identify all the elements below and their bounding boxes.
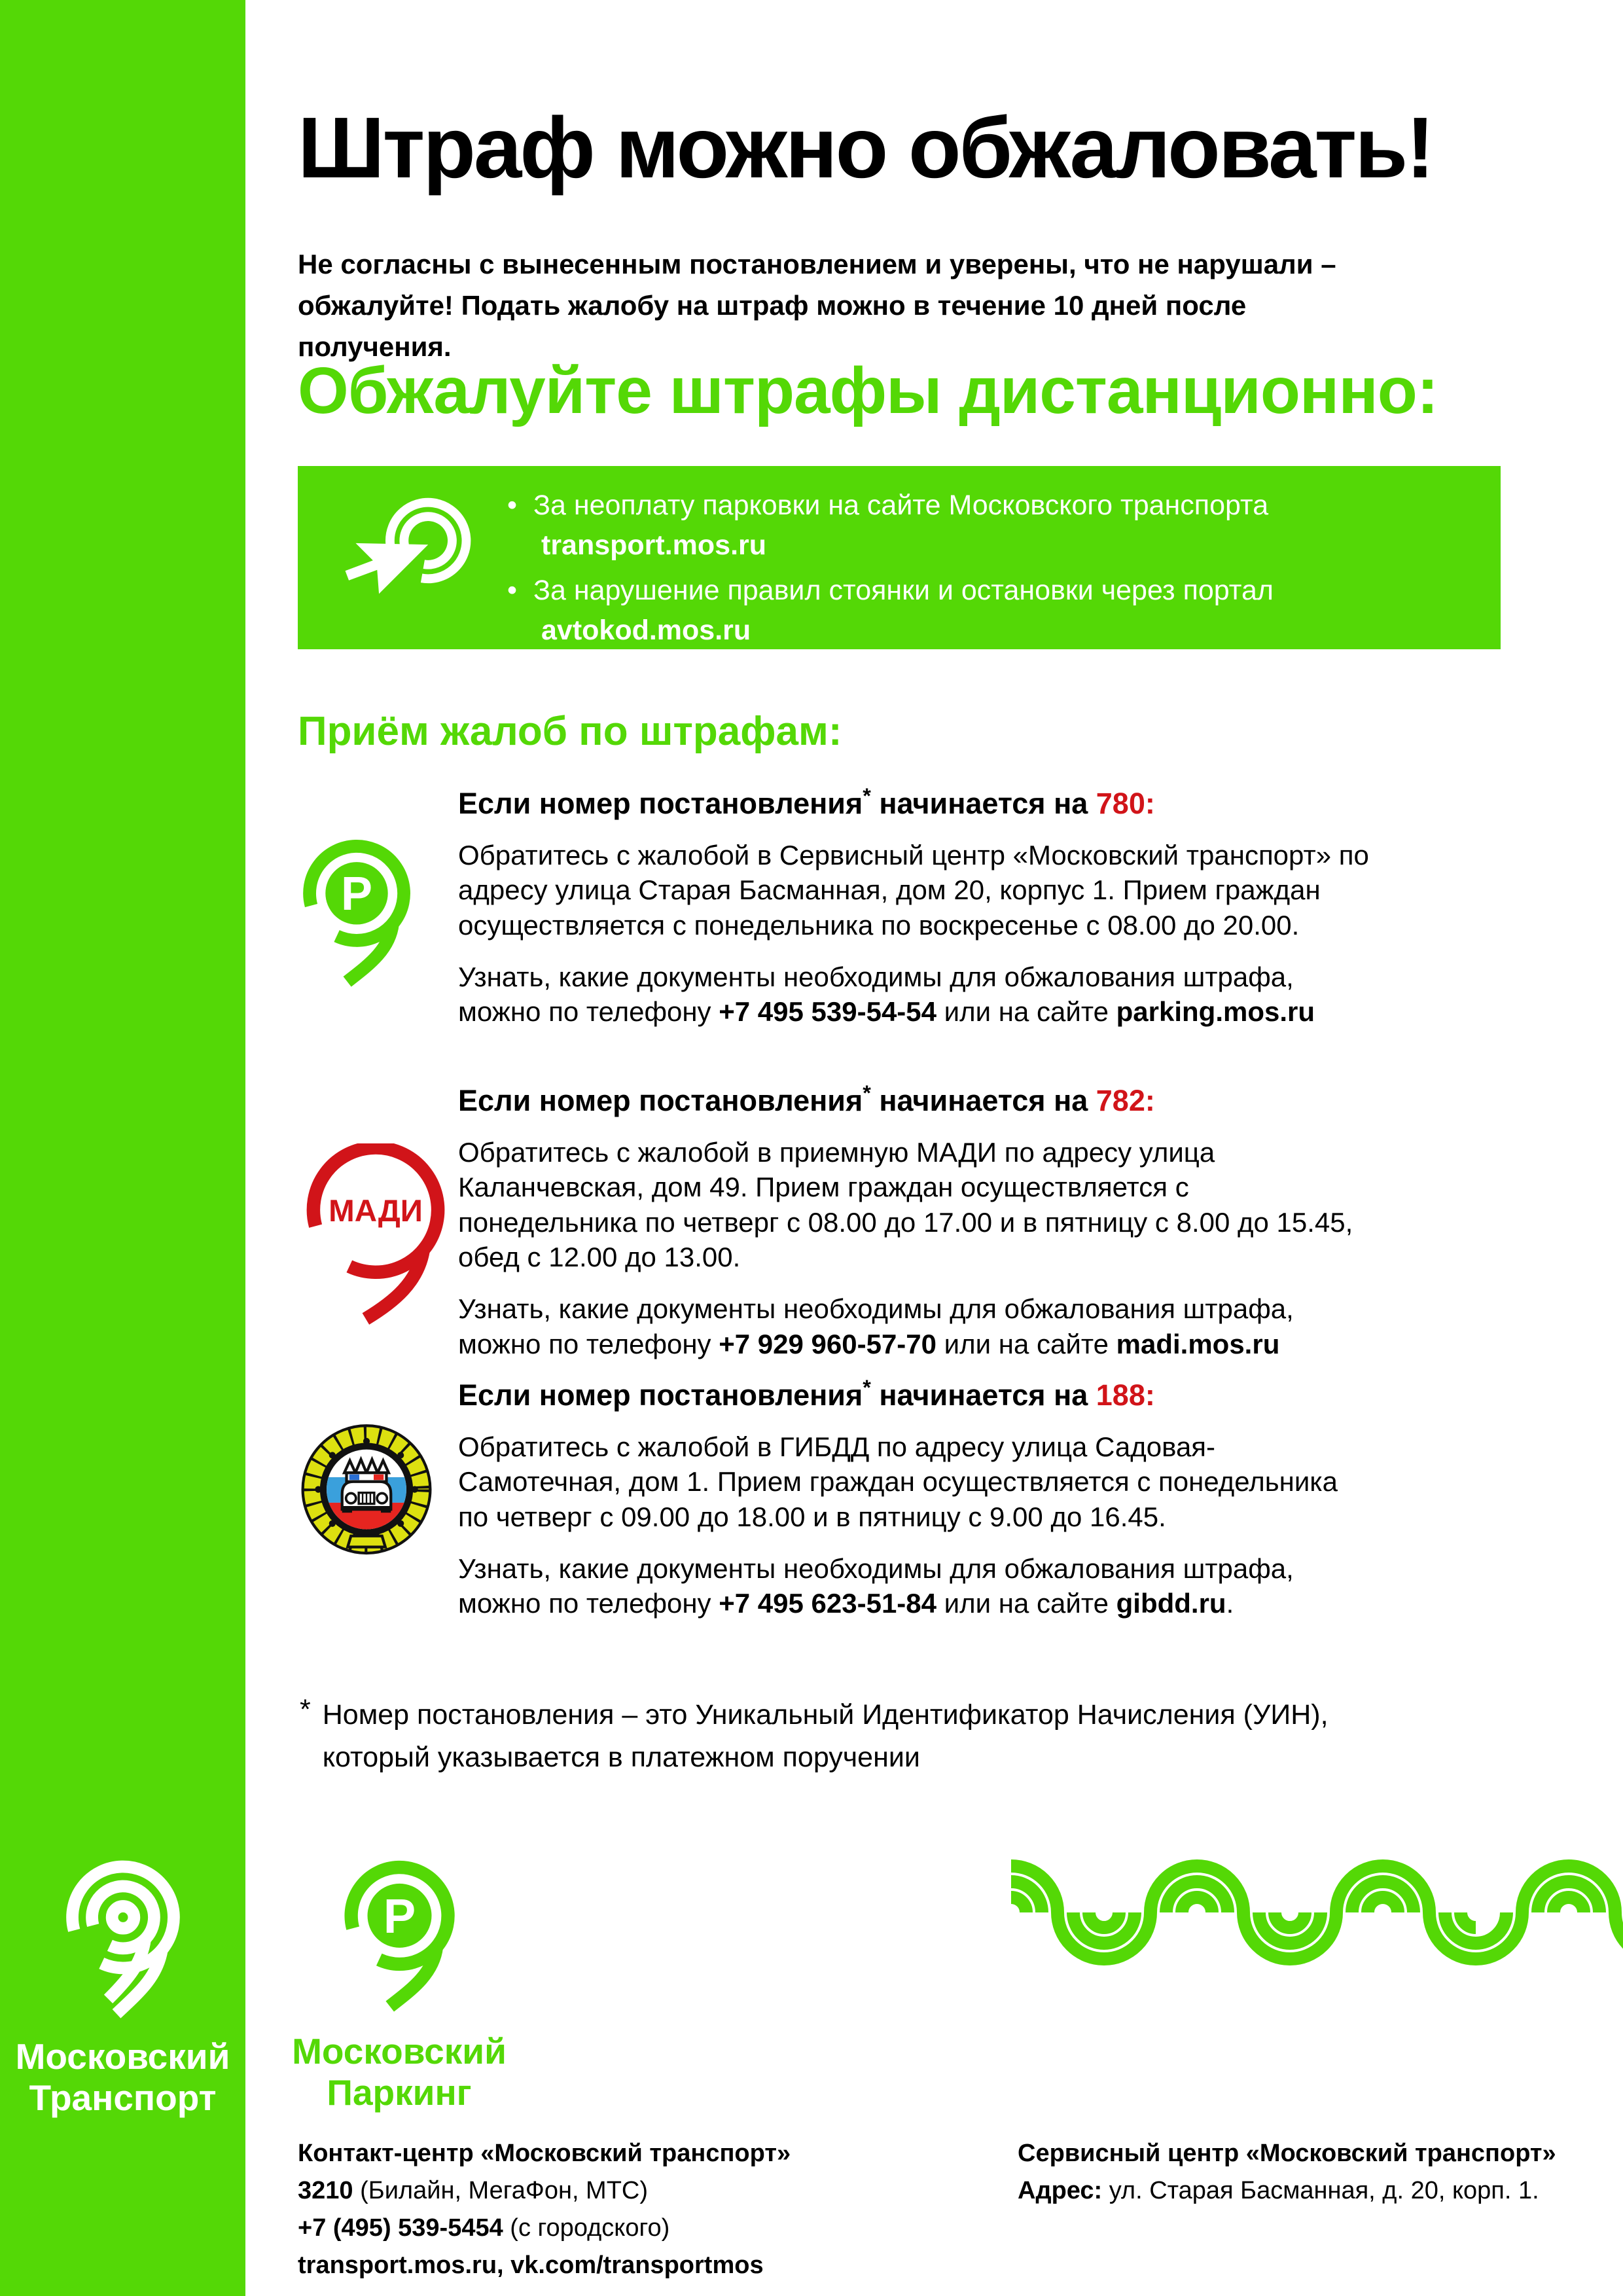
section-body: Обратитесь с жалобой в ГИБДД по адресу улица Садовая-Самотечная, дом 1. Прием граждан осуществляется с понедельника по четверг с 09.00 до 18.00 и в пятницу с 9.00 до 16.45. [458,1431,1338,1532]
footnote-text: Номер постановления – это Уникальный Идентификатор Начисления (УИН), который указывается в платежном поручении [322,1699,1329,1773]
section-note: Узнать, какие документы необходимы для обжалования штрафа, можно по телефону +7 929 960-57-70 или на сайте madi.mos.ru [458,1293,1294,1359]
section-text [458,784,1374,1030]
madi-pin-icon [298,1081,458,1361]
moscow-transport-logo-text: Московский Транспорт [15,2036,230,2119]
section-780 [298,784,1594,1030]
bullet-icon: • [507,490,518,521]
madi-label: МАДИ [329,1193,423,1229]
section-text [458,1376,1374,1621]
gibdd-badge-icon [298,1376,458,1621]
phone-number: +7 929 960-57-70 [719,1328,937,1359]
banner-item-text: За неоплату парковки на сайте Московского транспорта [533,490,1269,521]
section-heading: Если номер постановления* начинается на 188: [458,1376,1155,1412]
asterisk: * [300,1694,311,1725]
remote-appeal-banner [298,466,1501,649]
asterisk: * [863,784,871,808]
section-text [458,1081,1374,1361]
website: gibdd.ru [1116,1588,1226,1619]
footnote [300,1694,1329,1778]
service-title: Сервисный центр «Московский транспорт» [1018,2140,1556,2167]
section-body: Обратитесь с жалобой в Сервисный центр «Московский транспорт» по адресу улица Старая Басманная, дом 20, корпус 1. Прием граждан осуществляется с понедельника по воскресенье с 08.00 до 20.00. [458,840,1369,941]
phone-number: +7 495 539-54-54 [719,996,937,1028]
service-address: Адрес: ул. Старая Басманная, д. 20, корп. 1. [1018,2177,1539,2204]
resolution-number: 780: [1096,787,1155,820]
intro-text: Не согласны с вынесенным постановлением и уверены, что не нарушали – обжалуйте! Подать жалобу на штраф можно в течение 10 дней после получения. [298,249,1336,362]
asterisk: * [863,1081,871,1105]
contact-phone: +7 (495) 539-5454 (с городского) [298,2214,670,2242]
phone-number: +7 495 623-51-84 [719,1588,937,1619]
banner-item-link: avtokod.mos.ru [541,615,751,647]
section-heading: Если номер постановления* начинается на 782: [458,1081,1155,1117]
banner-item-text: За нарушение правил стоянки и остановки через портал [533,575,1274,607]
parking-letter: P [383,1888,416,1943]
asterisk: * [863,1376,871,1399]
parking-letter: P [340,868,373,920]
list-item [507,486,1274,565]
website: madi.mos.ru [1116,1328,1280,1359]
contact-links: transport.mos.ru, vk.com/transportmos [298,2251,764,2279]
resolution-number: 188: [1096,1378,1155,1412]
remote-appeal-heading: Обжалуйте штрафы дистанционно: [298,354,1438,427]
contact-title: Контакт-центр «Московский транспорт» [298,2140,791,2167]
section-note: Узнать, какие документы необходимы для обжалования штрафа, можно по телефону +7 495 623-51-84 или на сайте gibdd.ru. [458,1552,1294,1619]
contact-center-block [298,2135,791,2284]
section-note: Узнать, какие документы необходимы для обжалования штрафа, можно по телефону +7 495 539-54-54 или на сайте parking.mos.ru [458,961,1315,1028]
website: parking.mos.ru [1116,996,1315,1028]
complaints-heading: Приём жалоб по штрафам: [298,709,842,754]
moscow-parking-logo-text: Московский Паркинг [292,2031,507,2113]
moscow-transport-logo [0,1854,245,2119]
page-title: Штраф можно обжаловать! [298,99,1433,196]
moscow-parking-pin-icon [298,784,458,1030]
bullet-icon: • [507,575,518,607]
section-body: Обратитесь с жалобой в приемную МАДИ по адресу улица Каланчевская, дом 49. Прием граждан осуществляется с понедельника по четверг с 08.00 до 17.00 и в пятницу с 8.00 до 15.45, обед с 12.00 до 13.00. [458,1137,1353,1272]
section-heading: Если номер постановления* начинается на 780: [458,784,1155,820]
contact-short-number: 3210 (Билайн, МегаФон, МТС) [298,2177,649,2204]
section-188 [298,1376,1594,1621]
click-cursor-icon [332,480,482,634]
service-center-block [1018,2135,1556,2210]
resolution-number: 782: [1096,1084,1155,1117]
list-item [507,571,1274,651]
moscow-parking-logo [288,1859,510,2114]
section-782 [298,1081,1594,1361]
banner-item-link: transport.mos.ru [541,529,767,562]
wave-pattern [1011,1814,1623,2014]
remote-appeal-list [507,486,1274,656]
